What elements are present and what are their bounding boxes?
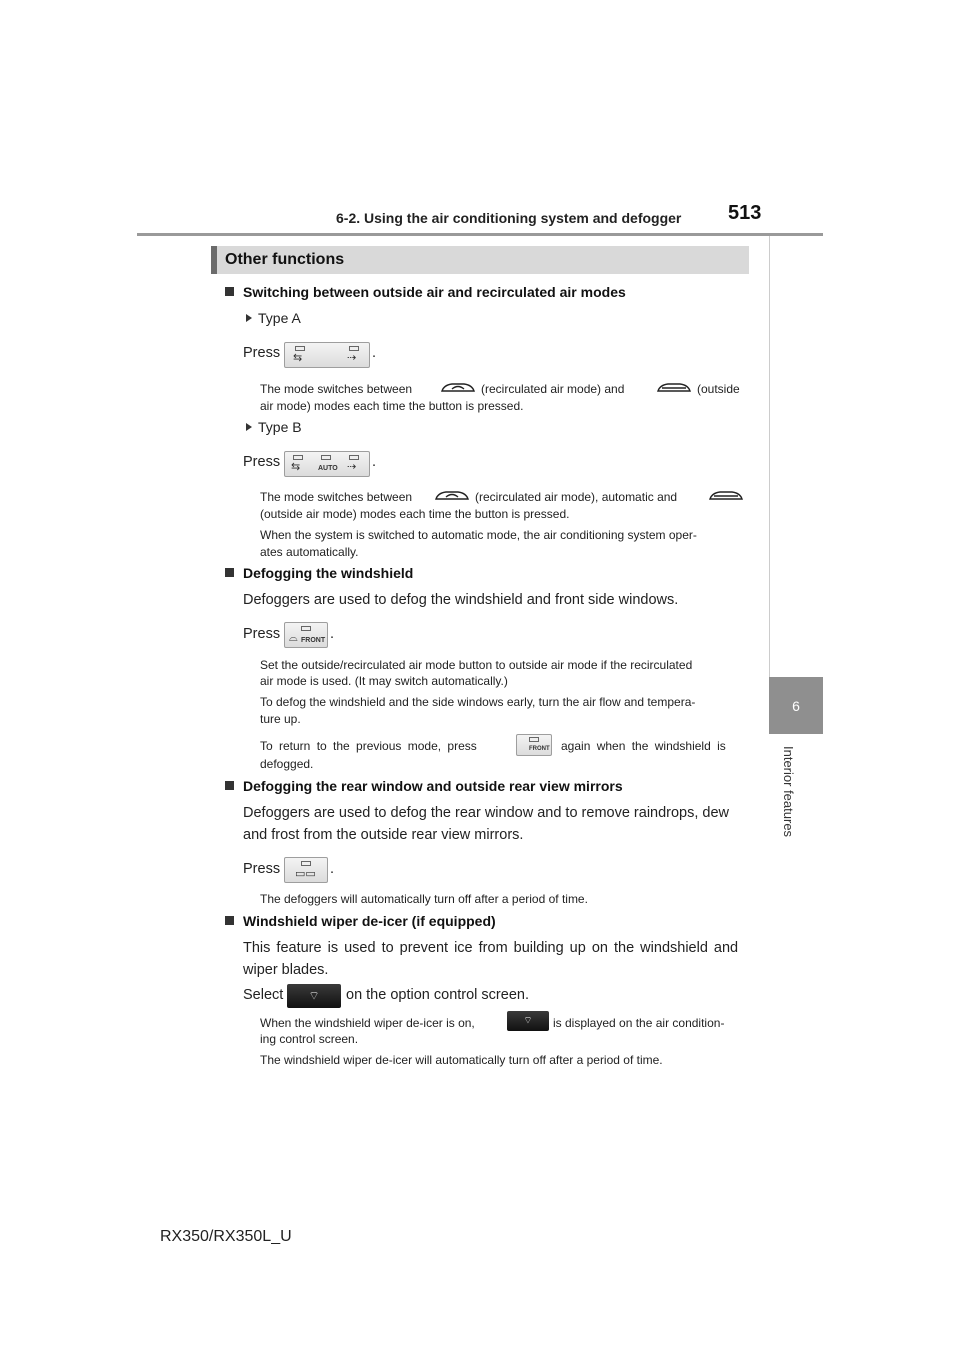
recirc-toggle-button-a[interactable] <box>284 342 370 368</box>
deicer-select: Select <box>243 987 284 1003</box>
indicator-led <box>529 737 539 742</box>
period: . <box>330 626 335 642</box>
rear-desc-1: Defoggers are used to defog the rear window and to remove raindrops, dew <box>243 805 730 821</box>
windshield-note-3: To defog the windshield and the side windows early, turn the air flow and tempera- <box>260 695 696 709</box>
rear-desc-2: and frost from the outside rear view mirrors. <box>243 827 524 843</box>
windshield-heading: Defogging the windshield <box>225 565 413 581</box>
switching-heading: Switching between outside air and recirculated air modes <box>225 284 626 300</box>
period: . <box>372 345 377 361</box>
deicer-desc-1: This feature is used to prevent ice from building up on the windshield and <box>243 940 739 956</box>
type-b-note-2: (recirculated air mode), automatic and <box>475 490 678 504</box>
auto-label: AUTO <box>318 465 338 472</box>
deicer-desc-2: wiper blades. <box>243 962 329 978</box>
deicer-note-1b: is displayed on the air condition- <box>553 1016 725 1030</box>
section-accent <box>211 246 217 274</box>
windshield-defog-icon: ⌓ <box>289 632 298 644</box>
deicer-note-1a: When the windshield wiper de-icer is on, <box>260 1016 475 1030</box>
triangle-bullet-icon <box>246 423 252 431</box>
page-number: 513 <box>728 202 762 224</box>
section-bar <box>211 246 749 274</box>
rear-press: Press <box>243 861 281 877</box>
windshield-note-1: Set the outside/recirculated air mode button to outside air mode if the recirculated <box>260 658 693 672</box>
wiper-deicer-icon: ⌔ <box>308 988 320 1003</box>
rear-defogger-button[interactable] <box>284 857 328 883</box>
type-b-note-5: ates automatically. <box>260 545 359 559</box>
windshield-note-4: ture up. <box>260 712 301 726</box>
outside-air-car-icon <box>708 489 744 503</box>
type-b-note-1: The mode switches between <box>260 490 413 504</box>
heading-square-icon <box>225 287 234 296</box>
recirculated-air-car-icon: ⇆ <box>291 461 301 473</box>
recirculated-air-car-icon <box>434 489 470 503</box>
front-label: FRONT <box>529 746 550 752</box>
windshield-desc: Defoggers are used to defog the windshield and front side windows. <box>243 592 679 608</box>
front-defogger-button-inline <box>516 734 552 756</box>
heading-square-icon <box>225 916 234 925</box>
period: . <box>372 454 377 470</box>
wiper-deicer-button[interactable] <box>287 984 341 1008</box>
indicator-led <box>301 861 311 866</box>
windshield-note-2: air mode is used. (It may switch automatically.) <box>260 674 508 688</box>
deicer-note-2: ing control screen. <box>260 1032 359 1046</box>
outside-air-car-icon: ⇢ <box>347 461 357 473</box>
period: . <box>330 861 335 877</box>
indicator-led <box>321 455 331 460</box>
heading-square-icon <box>225 781 234 790</box>
recirculated-air-car-icon: ⇆ <box>293 352 303 364</box>
rear-note-1: The defoggers will automatically turn off after a period of time. <box>260 892 588 906</box>
wiper-deicer-icon: ⌔ <box>523 1015 533 1027</box>
footer-model: RX350/RX350L_U <box>160 1228 292 1245</box>
windshield-press: Press <box>243 626 281 642</box>
recirculated-air-car-icon <box>440 381 476 395</box>
deicer-note-3: The windshield wiper de-icer will automatically turn off after a period of time. <box>260 1053 663 1067</box>
outside-air-car-icon: ⇢ <box>347 352 357 364</box>
indicator-led <box>301 626 311 631</box>
type-a-note-3: (outside <box>697 382 740 396</box>
type-a-note-2: (recirculated air mode) and <box>481 382 625 396</box>
deicer-heading: Windshield wiper de-icer (if equipped) <box>225 913 496 929</box>
type-b-note-3: (outside air mode) modes each time the button is pressed. <box>260 507 570 521</box>
section-title: Other functions <box>225 251 345 268</box>
wiper-deicer-indicator <box>507 1011 549 1031</box>
deicer-select-after: on the option control screen. <box>346 987 529 1003</box>
recirc-auto-toggle-button-b[interactable] <box>284 451 370 477</box>
chapter-number: 6 <box>792 697 800 714</box>
front-label: FRONT <box>301 637 326 644</box>
type-b-note-4: When the system is switched to automatic mode, the air conditioning system oper- <box>260 528 697 542</box>
type-a-label: Type A <box>246 310 301 326</box>
type-a-note-1: The mode switches between <box>260 382 413 396</box>
rear-heading: Defogging the rear window and outside rear view mirrors <box>225 778 623 794</box>
windshield-note-5a: To return to the previous mode, press <box>260 739 477 753</box>
heading-square-icon <box>225 568 234 577</box>
type-a-note-4: air mode) modes each time the button is pressed. <box>260 399 524 413</box>
triangle-bullet-icon <box>246 314 252 322</box>
rear-defogger-icon: ▭▭ <box>295 868 316 880</box>
front-defogger-button[interactable] <box>284 622 328 648</box>
windshield-note-5b: again when the windshield is <box>561 739 726 753</box>
header-title: 6-2. Using the air conditioning system and defogger <box>336 210 682 226</box>
type-a-press: Press <box>243 345 281 361</box>
side-tab-line <box>769 236 770 677</box>
type-b-label: Type B <box>246 419 302 435</box>
header-rule <box>137 233 823 236</box>
outside-air-car-icon <box>656 381 692 395</box>
windshield-note-6: defogged. <box>260 757 314 771</box>
chapter-title: Interior features <box>781 746 796 838</box>
chapter-tab <box>769 677 823 734</box>
type-b-press: Press <box>243 454 281 470</box>
